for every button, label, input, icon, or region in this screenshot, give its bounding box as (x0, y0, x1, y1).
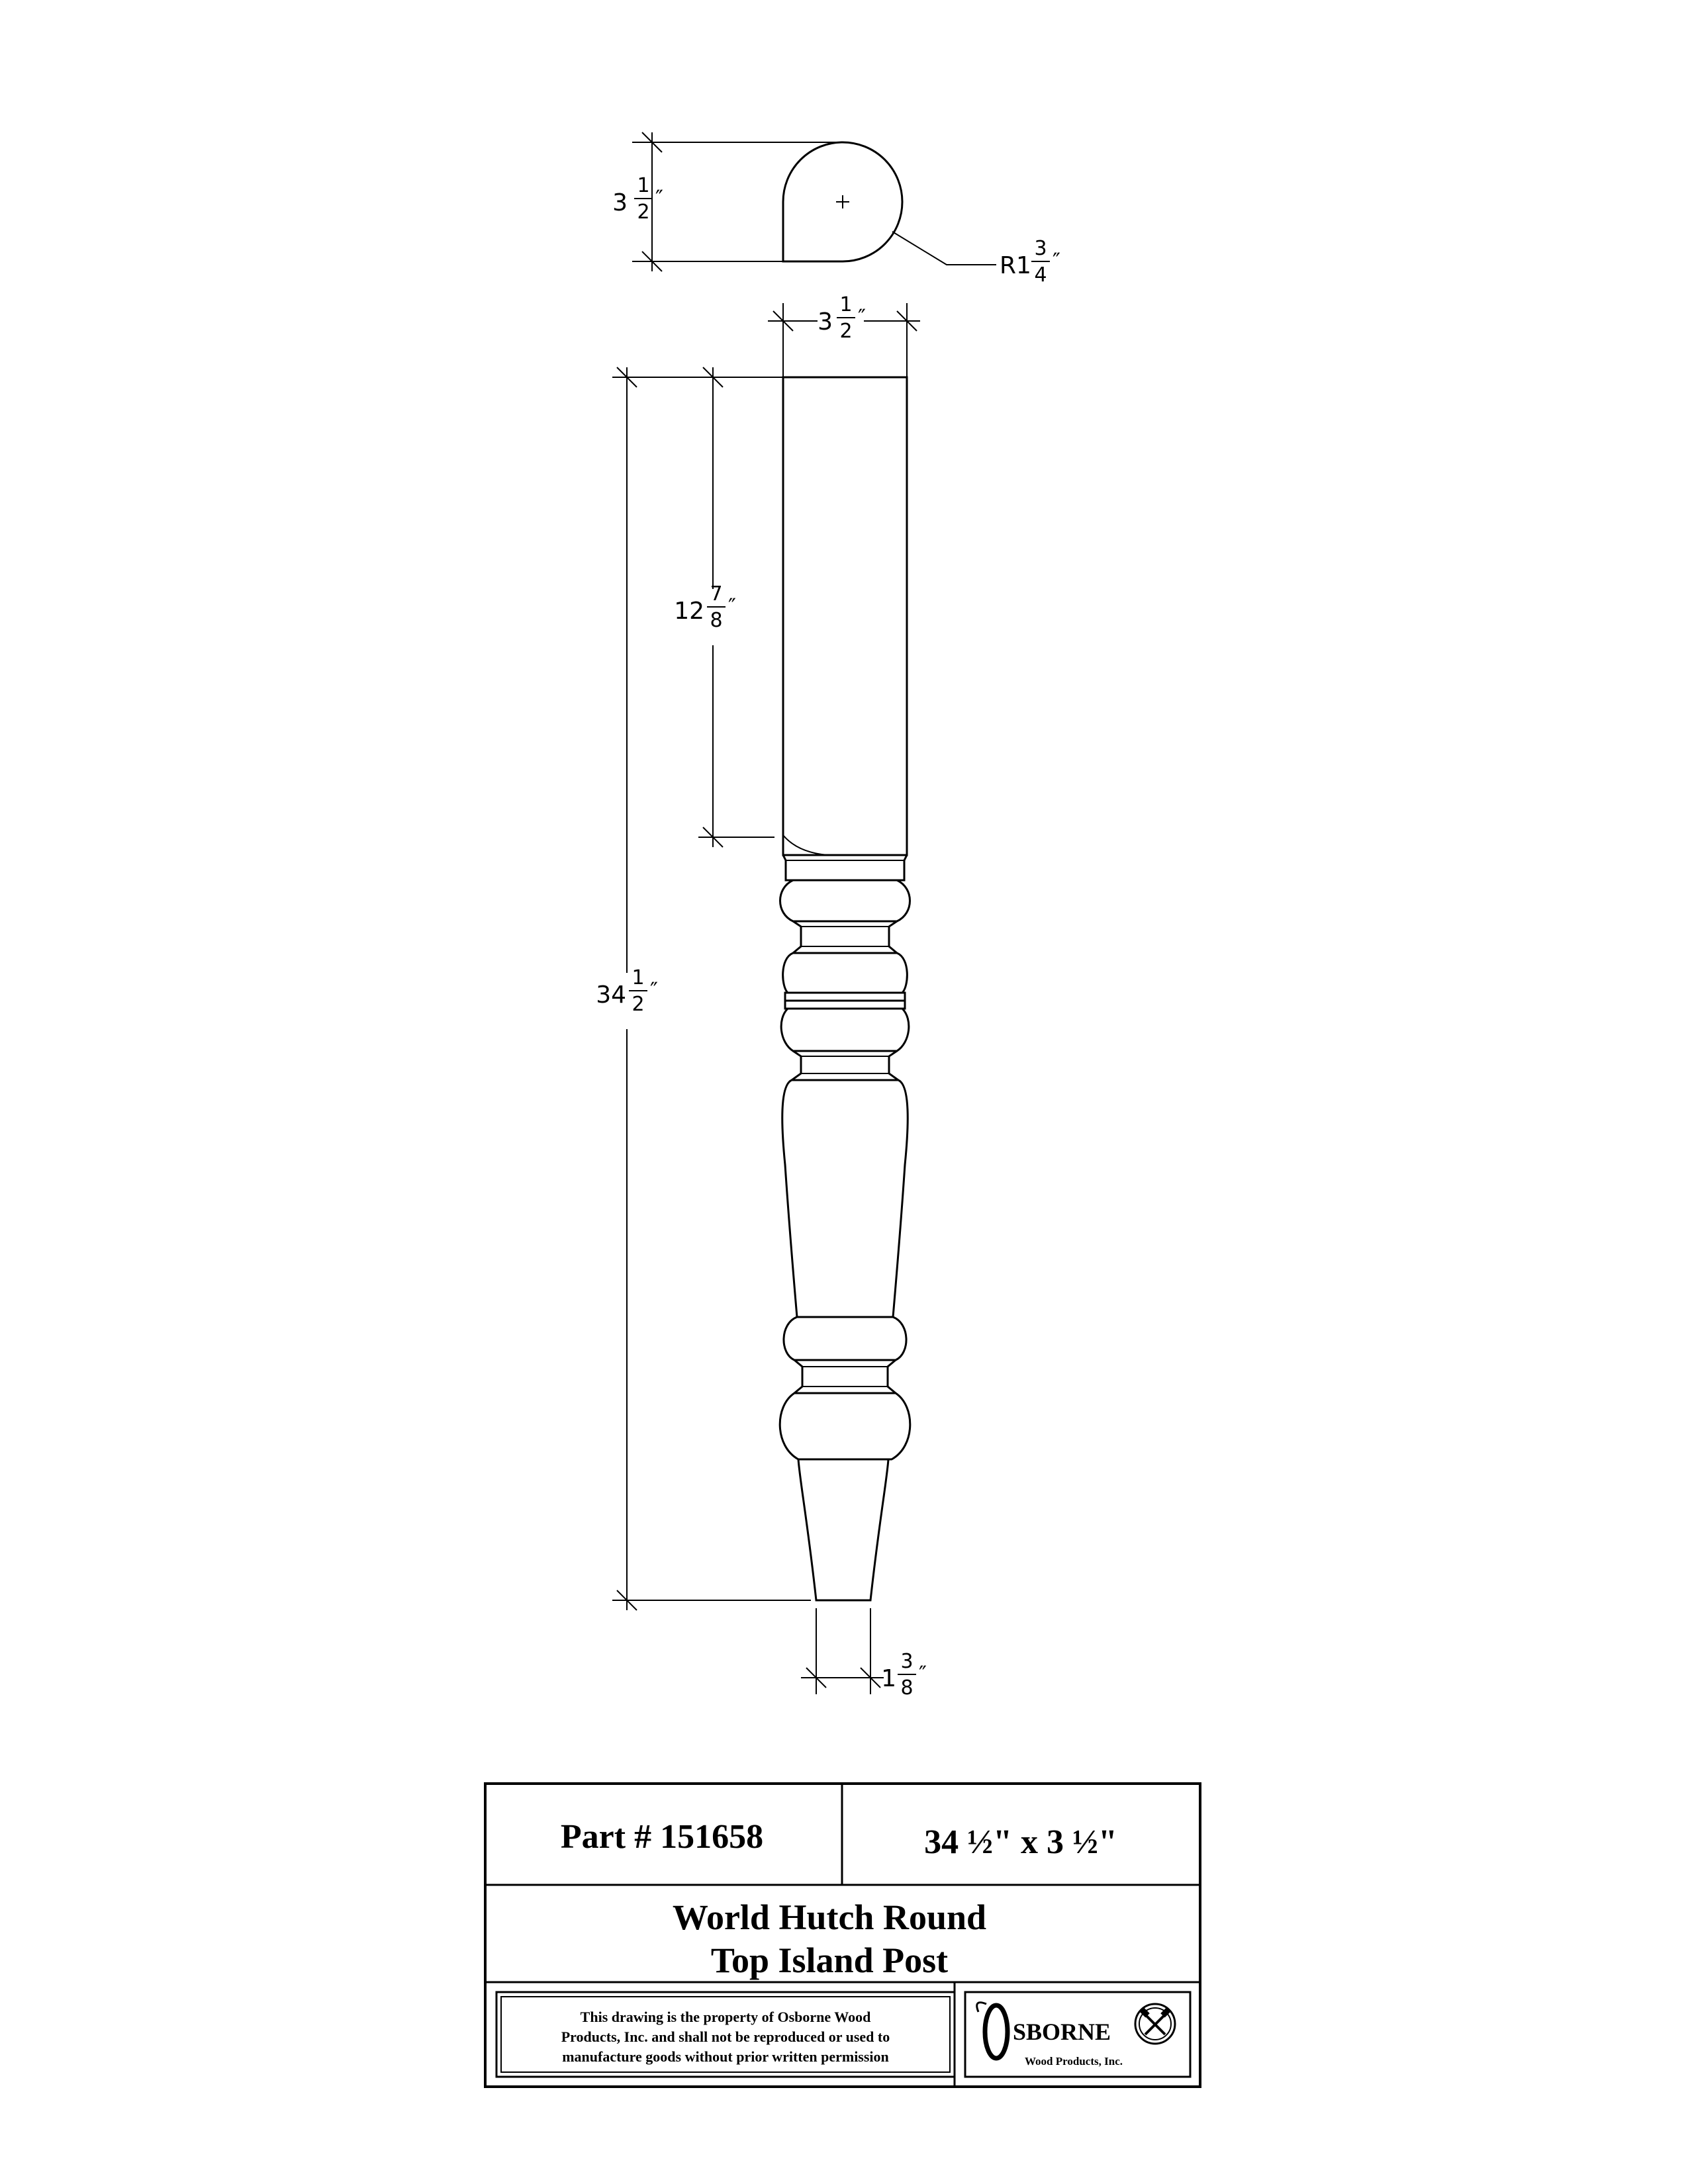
logo-wordmark: SBORNE (1013, 2019, 1111, 2045)
svg-text:″: ″ (650, 978, 658, 1003)
svg-text:7: 7 (710, 582, 723, 606)
logo-o-mark (985, 2005, 1008, 2058)
logo-o-swash (977, 2003, 986, 2012)
svg-text:12: 12 (674, 598, 704, 625)
part-size: 34 ½" x 3 ½" (924, 1823, 1117, 1861)
svg-text:3: 3 (900, 1650, 914, 1673)
svg-text:8: 8 (710, 609, 723, 632)
svg-text:8: 8 (900, 1676, 914, 1700)
svg-text:″: ″ (655, 185, 663, 210)
label-top-view-radius (1000, 237, 1060, 287)
svg-text:2: 2 (632, 993, 645, 1016)
svg-text:4: 4 (1034, 263, 1047, 287)
tools-icon (1135, 2004, 1175, 2044)
svg-text:″: ″ (919, 1661, 927, 1686)
part-name-line-1: World Hutch Round (672, 1897, 987, 1937)
svg-text:1: 1 (632, 966, 645, 989)
label-top-view-depth (612, 174, 663, 224)
dimension-top-view-radius (892, 232, 996, 265)
part-number: Part # 151658 (560, 1818, 764, 1856)
svg-text:3: 3 (1034, 237, 1047, 260)
svg-text:1: 1 (637, 174, 650, 197)
svg-text:″: ″ (858, 304, 866, 330)
logo-subtitle: Wood Products, Inc. (1025, 2055, 1123, 2068)
dimension-foot-diameter (801, 1608, 884, 1694)
label-overall-length (596, 966, 658, 1016)
top-view-profile (783, 142, 902, 261)
dimension-top-view-depth (632, 132, 844, 271)
label-block-length (674, 582, 736, 632)
copyright-notice-line-1: This drawing is the property of Osborne Wood (580, 2009, 871, 2025)
osborne-logo (977, 2003, 1175, 2068)
svg-text:2: 2 (637, 201, 650, 224)
svg-text:3: 3 (612, 189, 628, 216)
label-width (818, 293, 866, 343)
label-foot-diameter (881, 1650, 927, 1700)
svg-text:1: 1 (881, 1665, 896, 1692)
svg-text:″: ″ (728, 594, 736, 619)
post-front-view (780, 377, 910, 1600)
copyright-notice-line-3: manufacture goods without prior written permission (562, 2048, 889, 2065)
svg-text:34: 34 (596, 981, 626, 1009)
svg-text:2: 2 (839, 320, 853, 343)
svg-text:R1: R1 (1000, 252, 1031, 279)
svg-text:1: 1 (839, 293, 853, 316)
copyright-notice-line-2: Products, Inc. and shall not be reproduced or used to (561, 2028, 890, 2045)
svg-text:″: ″ (1053, 248, 1060, 273)
svg-text:3: 3 (818, 308, 833, 336)
part-name-line-2: Top Island Post (710, 1940, 949, 1980)
